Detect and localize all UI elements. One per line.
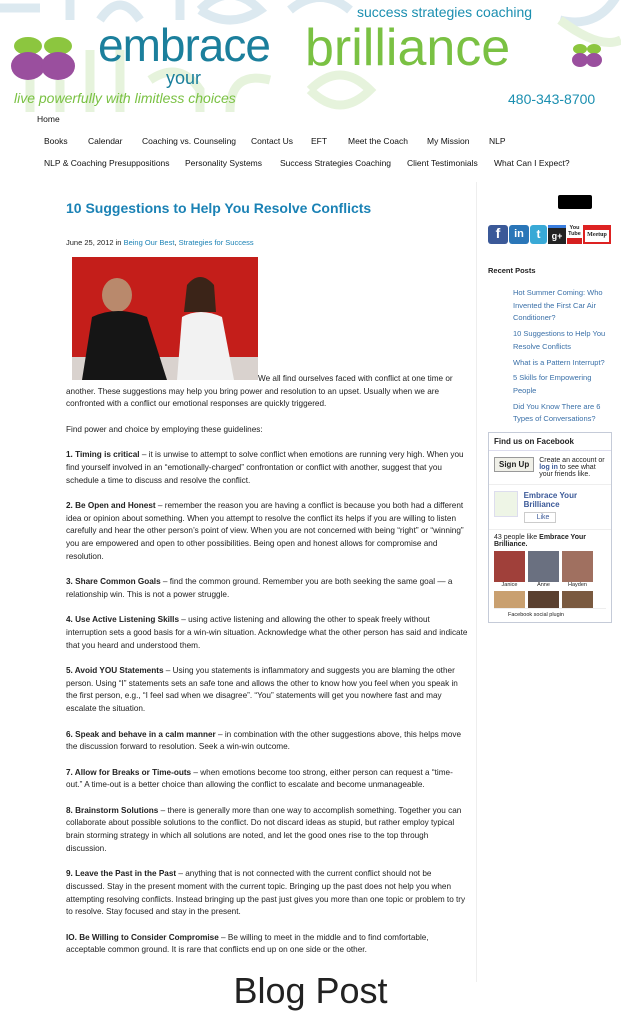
post-lead: Find power and choice by employing these guidelines: <box>66 424 263 434</box>
nav-eft[interactable]: EFT <box>311 136 328 146</box>
suggestion-text: – anything that is not connected with the current conflict should not be discussed. Stay in the present moment with the current topic. Bringing up the past does not help you when attempting resolving conflicts. Instead bringing up the past just gives you more than one topic or problem to try to resolve. Stay focused and stay in the present. <box>66 869 466 917</box>
suggestion-text: – Be willing to meet in the middle and to find comfortable, acceptable common ground. It is rare that conflicts end up on one side or the other. <box>66 932 429 955</box>
nav-my-mission[interactable]: My Mission <box>427 136 470 146</box>
facebook-icon[interactable]: f <box>488 225 508 244</box>
nav-what-can-i-expect[interactable]: What Can I Expect? <box>494 158 570 168</box>
suggestion-paragraph <box>66 576 468 601</box>
twitter-icon[interactable]: t <box>530 225 547 244</box>
nav-client-testimonials[interactable]: Client Testimonials <box>407 158 478 168</box>
facebook-widget <box>488 432 612 623</box>
meetup-icon[interactable]: Meetup <box>583 225 611 244</box>
nav-contact-us[interactable]: Contact Us <box>251 136 294 146</box>
suggestion-paragraph <box>66 932 468 957</box>
recent-post-link[interactable]: 5 Skills for Empowering People <box>513 373 592 395</box>
post-image <box>72 257 258 380</box>
nav-success-strategies[interactable]: Success Strategies Coaching <box>280 158 392 168</box>
nav-books[interactable]: Books <box>44 136 68 146</box>
suggestion-heading: 7. Allow for Breaks or Time-outs <box>66 767 192 777</box>
suggestion-heading: 8. Brainstorm Solutions <box>66 805 159 815</box>
suggestion-heading: 4. Use Active Listening Skills <box>66 615 179 625</box>
recent-post-link[interactable]: What is a Pattern Interrupt? <box>513 357 605 367</box>
redacted-box <box>558 195 592 209</box>
fb-person-name: Hayden <box>568 582 587 589</box>
fb-create-text: Create an account or <box>539 457 605 465</box>
tagline: live powerfully with limitless choices <box>14 90 236 106</box>
nav-calendar[interactable]: Calendar <box>88 136 123 146</box>
fb-signup-button[interactable]: Sign Up <box>494 457 534 472</box>
fb-avatar[interactable] <box>494 591 525 608</box>
suggestion-text: – in combination with the other suggestions above, this helps move the discussion forward to resolution. Seek a win-win outcome. <box>66 729 462 752</box>
suggestion-paragraph <box>66 767 468 792</box>
logo-your: your <box>166 68 202 88</box>
column-divider <box>476 182 477 982</box>
company-name: success strategies coaching <box>357 4 533 20</box>
post-content <box>66 200 468 970</box>
nav-personality-systems[interactable]: Personality Systems <box>185 158 262 168</box>
fb-person-name: Janice <box>501 582 518 589</box>
fb-person-name: Anne <box>537 582 550 589</box>
suggestion-paragraph <box>66 805 468 856</box>
suggestion-heading: IO. Be Willing to Consider Compromise <box>66 932 219 942</box>
logo-embrace[interactable]: embrace <box>98 19 270 71</box>
youtube-icon[interactable]: You Tube <box>567 225 582 244</box>
suggestion-text: – find the common ground. Remember you are both seeking the same goal — a relationship win. This is not a power struggle. <box>66 577 453 599</box>
meta-in: in <box>115 238 122 247</box>
google-plus-icon[interactable]: g+ <box>548 225 566 244</box>
fb-avatar[interactable] <box>562 551 593 582</box>
fb-like-count: 43 people like <box>494 534 538 542</box>
fb-like-button[interactable]: Like <box>524 512 557 523</box>
suggestion-text: – it is unwise to attempt to solve conflict when emotions are running very high. When you find yourself involved in an “emotionally-charged” confrontation or conflict with another, suggest that you schedule a time to discuss and resolve the conflict. <box>66 450 464 485</box>
linkedin-icon[interactable]: in <box>509 225 529 244</box>
nav-nlp[interactable]: NLP <box>489 136 506 146</box>
fb-page-thumbnail <box>494 491 518 517</box>
suggestion-heading: 3. Share Common Goals <box>66 577 161 587</box>
post-date: June 25, 2012 <box>66 238 114 247</box>
fb-plugin-label[interactable]: Facebook social plugin <box>494 608 606 618</box>
fb-see-text: to see what your friends like. <box>539 464 596 479</box>
fb-login-link[interactable]: log in <box>539 464 558 472</box>
suggestion-paragraph <box>66 614 468 652</box>
butterfly-small-icon <box>570 42 604 68</box>
suggestion-text: – remember the reason you are having a conflict is because you both had a different idea or opinion about something. When you attempt to resolve the conflict its helps if you are willing to listen carefully and hear the other person’s point of view. When you are not concerned with being “right” or “winning” you are empowered and open to other possibilities. Being open and honest allows for compromise and resolution. <box>66 500 464 561</box>
recent-post-link[interactable]: Did You Know There are 6 Types of Conversations? <box>513 401 601 424</box>
suggestion-paragraph <box>66 729 468 754</box>
logo-brilliance: brilliance <box>305 19 511 77</box>
suggestion-paragraph <box>66 665 468 716</box>
fb-like-page: Embrace Your Brilliance. <box>494 534 586 549</box>
page-caption: Blog Post <box>233 970 388 1011</box>
recent-post-link[interactable]: 10 Suggestions to Help You Resolve Conflicts <box>513 329 606 351</box>
post-meta: June 25, 2012 in Being Our Best, Strategies for Success <box>66 238 254 247</box>
suggestion-heading: 5. Avoid YOU Statements <box>66 666 164 676</box>
suggestion-text: – Using you statements is inflammatory and suggests you are blaming the other person. Using “I” statements sets an safe tone and allows the other to know how you feel when you speak in the first person, e.g., “I feel sad when we disagree”. “You” statements will get you nowhere fast and may escalate the situation. <box>66 666 458 714</box>
suggestion-paragraph <box>66 868 468 919</box>
fb-avatar[interactable] <box>528 551 559 582</box>
nav-nlp-presuppositions[interactable]: NLP & Coaching Presuppositions <box>44 158 170 168</box>
fb-avatar[interactable] <box>528 591 559 608</box>
suggestion-heading: 2. Be Open and Honest <box>66 500 156 510</box>
suggestion-heading: 6. Speak and behave in a calm manner <box>66 729 216 739</box>
nav-coaching-vs-counseling[interactable]: Coaching vs. Counseling <box>142 136 237 146</box>
suggestion-paragraph <box>66 500 468 564</box>
fb-avatar[interactable] <box>494 551 525 582</box>
suggestion-text: – using active listening and allowing the other to speak freely without interruption sets a good basis for a win-win situation. Acknowledge what the other person has said and indicate that you heard and understood them. <box>66 615 468 650</box>
site-header <box>0 0 621 112</box>
fb-title: Find us on Facebook <box>489 433 611 451</box>
nav-meet-the-coach[interactable]: Meet the Coach <box>348 136 409 146</box>
fb-avatar[interactable] <box>562 591 593 608</box>
suggestion-paragraph <box>66 449 468 487</box>
recent-post-link[interactable]: Hot Summer Coming: Who Invented the First Car Air Conditioner? <box>513 288 603 323</box>
post-intro: We all find ourselves faced with conflict at one time or another. These suggestions may help you bring power and resolution to an upset. Usually when we are confronted with a conflict our emotional responses are quickly triggered. <box>66 374 453 409</box>
suggestion-text: – when emotions become too strong, either person can request a “time-out.” A time-out is a better choice than allowing the conflict to escalate and become unmanageable. <box>66 767 453 790</box>
social-icons <box>488 225 613 244</box>
category-link[interactable]: Being Our Best <box>123 238 175 247</box>
butterfly-logo-icon <box>8 34 78 82</box>
suggestion-text: – there is generally more than one way to accomplish something. Together you can collaborate about possible solutions to the conflict. Do not discard ideas as stupid, but rather employ typical brain storming strategy in which all solutions are noted, and let the good ones rise to the top through discussion. <box>66 805 462 853</box>
post-title[interactable]: 10 Suggestions to Help You Resolve Conflicts <box>66 200 372 216</box>
nav-home[interactable]: Home <box>37 114 60 124</box>
sidebar <box>488 195 613 623</box>
recent-posts-heading: Recent Posts <box>488 266 536 275</box>
suggestion-heading: 1. Timing is critical <box>66 450 140 460</box>
fb-page-name[interactable]: Embrace Your Brilliance <box>523 491 578 510</box>
phone-number: 480-343-8700 <box>508 91 596 107</box>
suggestion-heading: 9. Leave the Past in the Past <box>66 869 177 879</box>
category-link[interactable]: Strategies for Success <box>178 238 254 247</box>
